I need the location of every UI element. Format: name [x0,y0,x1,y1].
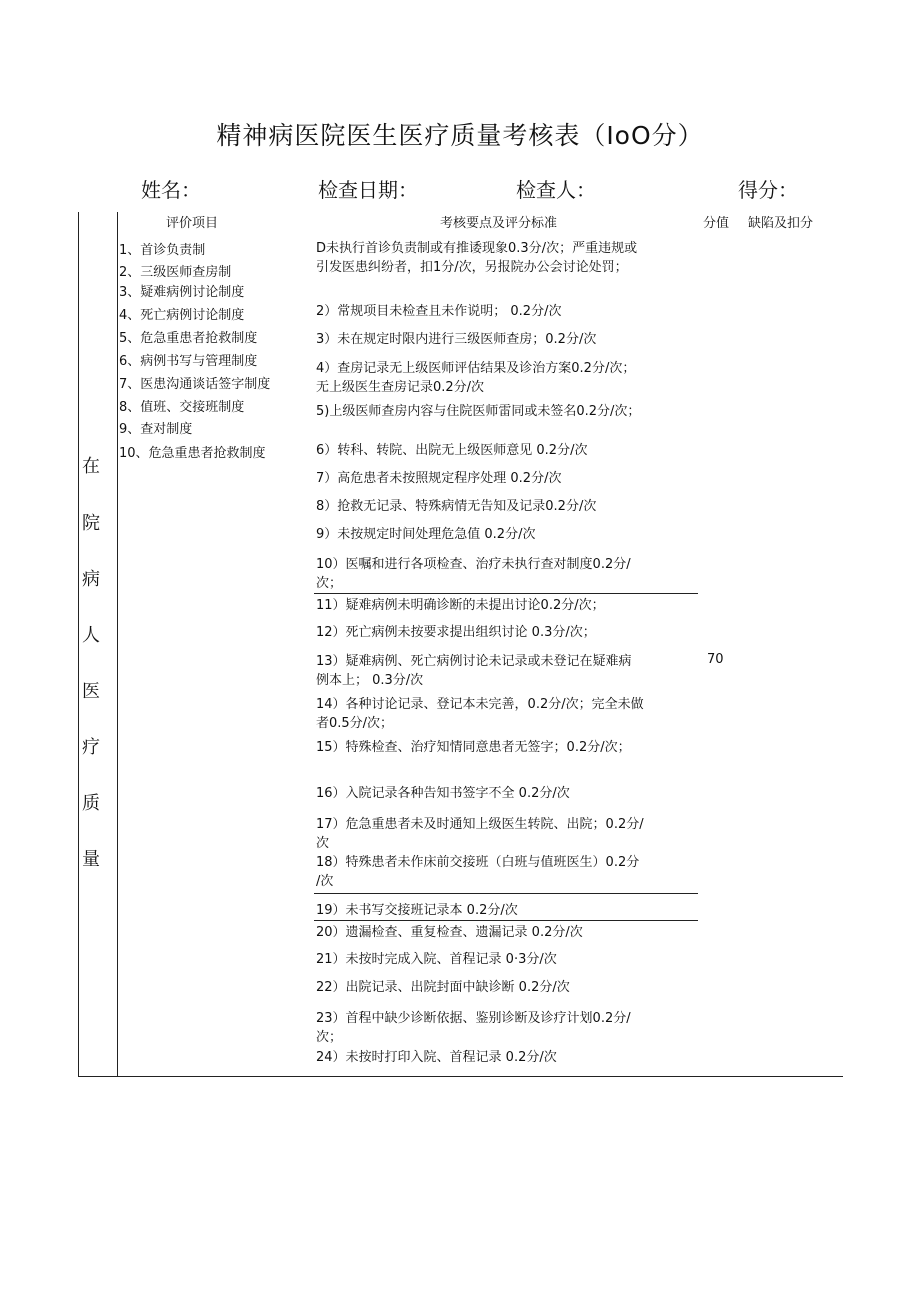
criterion-line: 8）抢救无记录、特殊病情无告知及记录0.2分/次 [316,499,597,514]
criterion-line: 2）常规项目未检查且未作说明； 0.2分/次 [316,304,562,319]
criterion [316,853,639,891]
criterion [316,978,570,997]
criteria-separator [314,893,698,894]
criterion [316,623,596,642]
criterion [316,738,631,757]
criterion [316,497,596,516]
criterion [316,1009,631,1047]
criterion-line: 无上级医生查房记录0.2分/次 [316,380,485,395]
evaluation-item: 8、值班、交接班制度 [119,400,245,415]
category-char: 在 [82,456,100,477]
criterion-line: 10）医嘱和进行各项检查、治疗未执行查对制度0.2分/ [316,557,631,572]
criterion-line: 12）死亡病例未按要求提出组织讨论 0.3分/次； [316,625,596,640]
date-label: 检查日期： [318,178,418,202]
criterion [316,359,635,397]
criterion-line: 23）首程中缺少诊断依据、鉴别诊断及诊疗计划0.2分/ [316,1011,631,1026]
criterion [316,469,561,488]
criterion [316,596,605,615]
criterion [316,815,644,853]
criterion [316,901,518,920]
criterion-line: 3）未在规定时限内进行三级医师查房；0.2分/次 [316,332,597,347]
criterion-line: 13）疑难病例、死亡病例讨论未记录或未登记在疑难病 [316,654,632,669]
page-title: 精神病医院医生医疗质量考核表（IoO分） [216,121,704,150]
category-char: 医 [82,681,100,702]
evaluation-item: 6、病例书写与管理制度 [119,354,258,369]
criterion-line: 5)上级医师查房内容与住院医师雷同或未签名0.2分/次； [316,404,641,419]
table-bottom-border [78,1076,843,1077]
criterion-line: /次 [316,874,334,889]
criterion-line: D未执行首诊负责制或有推诿现象0.3分/次；严重违规或 [316,241,638,256]
table-category-divider [117,212,118,1076]
table-left-border [78,212,79,1076]
header-item: 评价项目 [166,216,219,231]
criterion-line: 引发医患纠纷者，扣1分/次，另报院办公会讨论处罚； [316,260,628,275]
category-char: 人 [82,625,100,646]
header-deduction: 缺陷及扣分 [748,216,814,231]
criterion [316,652,632,690]
criterion-line: 次； [316,576,343,591]
criterion [316,441,587,460]
criteria-separator [314,920,698,921]
criterion-line: 6）转科、转院、出院无上级医师意见 0.2分/次 [316,443,588,458]
category-char: 量 [82,849,100,870]
score-value: 70 [707,652,724,667]
criterion-line: 例本上； 0.3分/次 [316,673,424,688]
criterion-line: 7）高危患者未按照规定程序处理 0.2分/次 [316,471,562,486]
criterion-line: 4）查房记录无上级医师评估结果及诊治方案0.2分/次； [316,361,636,376]
criterion [316,330,596,349]
criterion-line: 次； [316,1030,343,1045]
evaluation-item: 2、三级医师查房制 [119,265,232,280]
criterion-line: 14）各种讨论记录、登记本未完善，0.2分/次；完全未做 [316,697,644,712]
evaluation-item: 4、死亡病例讨论制度 [119,308,245,323]
evaluation-item: 9、查对制度 [119,422,193,437]
criterion [316,555,631,593]
criterion [316,1048,557,1067]
evaluation-item: 7、医患沟通谈话签字制度 [119,377,271,392]
criterion [316,923,583,942]
category-char: 疗 [82,737,100,758]
criterion-line: 次 [316,836,330,851]
criterion [316,302,561,321]
evaluation-item: 5、危急重患者抢救制度 [119,331,258,346]
criterion-line: 24）未按时打印入院、首程记录 0.2分/次 [316,1050,557,1065]
name-label: 姓名： [141,178,201,202]
criterion [316,525,535,544]
criterion-line: 者0.5分/次； [316,716,394,731]
header-score: 分值 [703,216,730,231]
criterion-line: 17）危急重患者未及时通知上级医生转院、出院；0.2分/ [316,817,644,832]
score-label: 得分： [738,178,798,202]
criterion-line: 15）特殊检查、治疗知情同意患者无签字；0.2分/次； [316,740,631,755]
header-criteria: 考核要点及评分标准 [440,216,558,231]
criterion-line: 20）遗漏检查、重复检查、遗漏记录 0.2分/次 [316,925,583,940]
criterion-line: 16）入院记录各种告知书签字不全 0.2分/次 [316,786,570,801]
category-char: 质 [82,793,100,814]
criterion [316,784,570,803]
criteria-separator [314,593,698,594]
criterion [316,950,557,969]
criterion [316,695,644,733]
criterion-line: 18）特殊患者未作床前交接班（白班与值班医生）0.2分 [316,855,640,870]
evaluation-item: 10、危急重患者抢救制度 [119,446,266,461]
inspector-label: 检查人： [516,178,596,202]
criterion-line: 22）出院记录、出院封面中缺诊断 0.2分/次 [316,980,570,995]
criterion [316,239,637,277]
criterion-line: 9）未按规定时间处理危急值 0.2分/次 [316,527,536,542]
criterion-line: 11）疑难病例未明确诊断的未提出讨论0.2分/次； [316,598,605,613]
category-char: 病 [82,569,100,590]
evaluation-item: 1、首诊负责制 [119,243,206,258]
criterion-line: 19）未书写交接班记录本 0.2分/次 [316,903,518,918]
evaluation-item: 3、疑难病例讨论制度 [119,285,245,300]
category-char: 院 [82,513,100,534]
criterion [316,402,640,421]
criterion-line: 21）未按时完成入院、首程记录 0·3分/次 [316,952,557,967]
